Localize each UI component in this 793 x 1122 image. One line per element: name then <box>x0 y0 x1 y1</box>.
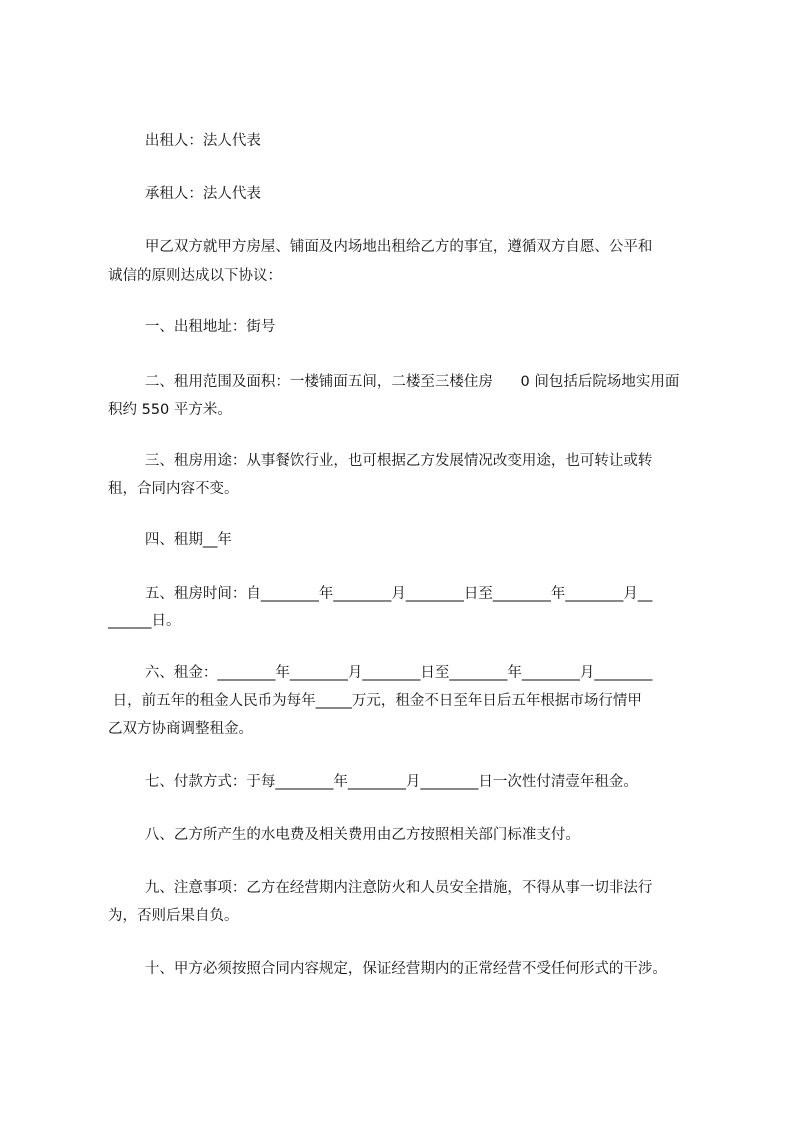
clause-9-notes-line-2: 为，否则后果自负。 <box>108 908 239 924</box>
clause-6-rent-line-2: 日，前五年的租金人民币为每年_____万元，租金不日至年日后五年根据市场行情甲 <box>108 693 642 709</box>
lessee-line: 承租人：法人代表 <box>108 186 261 202</box>
clause-4-term: 四、租期__年 <box>108 532 232 548</box>
clause-9-notes-line-1: 九、注意事项：乙方在经营期内注意防火和人员安全措施，不得从事一切非法行 <box>108 880 653 896</box>
clause-3-use-line-1: 三、租房用途：从事餐饮行业，也可根据乙方发展情况改变用途，也可转让或转 <box>108 453 653 469</box>
clause-5-time-line-2: ______日。 <box>108 613 181 629</box>
clause-7-payment: 七、付款方式：于每________年________月________日一次性付清壹年租金。 <box>108 774 638 790</box>
intro-line-2: 诚信的原则达成以下协议： <box>108 268 282 284</box>
clause-5-time-line-1: 五、租房时间：自________年________月________日至________年________月__ <box>108 586 653 602</box>
clause-2-area-line-1: 二、租用范围及面积：一楼铺面五间，二楼至三楼住房 0 间包括后院场地实用面 <box>108 374 680 390</box>
lessor-line: 出租人：法人代表 <box>108 133 261 149</box>
clause-6-rent-line-1: 六、租金：________年________月________日至________年________月________ <box>108 665 653 681</box>
intro-line-1: 甲乙双方就甲方房屋、铺面及内场地出租给乙方的事宜，遵循双方自愿、公平和 <box>108 239 653 255</box>
clause-6-rent-line-3: 乙双方协商调整租金。 <box>108 721 253 737</box>
clause-3-use-line-2: 租，合同内容不变。 <box>108 481 239 497</box>
clause-10-obligation: 十、甲方必须按照合同内容规定，保证经营期内的正常经营不受任何形式的干涉。 <box>108 961 667 977</box>
clause-1-address: 一、出租地址：街号 <box>108 319 276 335</box>
clause-8-utilities: 八、乙方所产生的水电费及相关费用由乙方按照相关部门标准支付。 <box>108 827 580 843</box>
clause-2-area-line-2: 积约 550 平方米。 <box>108 402 232 418</box>
